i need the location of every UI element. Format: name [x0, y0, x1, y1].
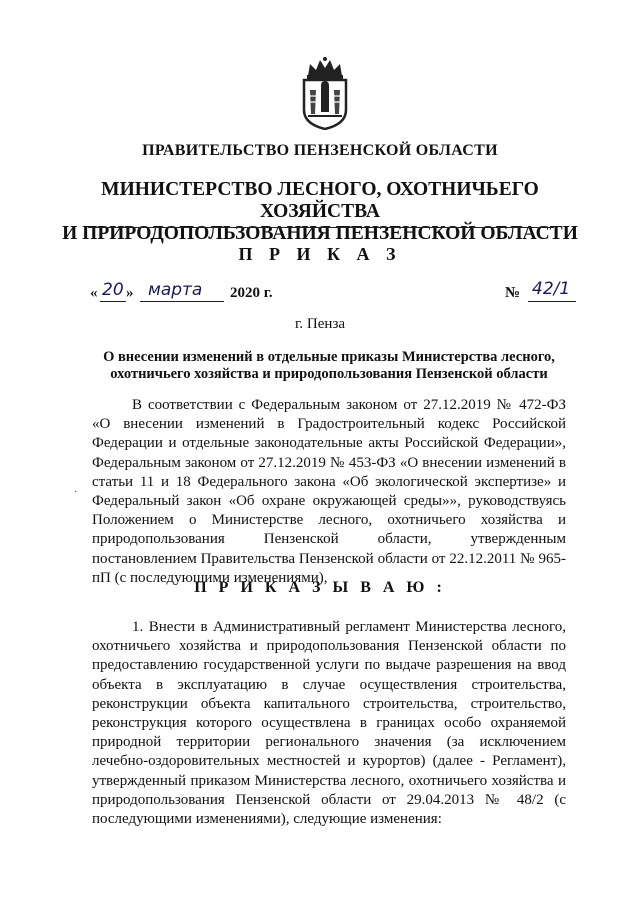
date-month-handwritten: марта	[148, 280, 203, 300]
date-close-quote: »	[126, 285, 134, 301]
number-sign: №	[505, 285, 521, 301]
header-divider	[88, 227, 554, 228]
margin-dot: ·	[74, 487, 78, 498]
order-subject: О внесении изменений в отдельные приказы Министерства лесного, охотничьего хозяйства и природопользования Пензенской области	[103, 349, 555, 382]
order-number-underline	[528, 301, 576, 302]
date-number-row	[90, 279, 590, 307]
document-type: П Р И К А З	[238, 244, 402, 264]
ministry-title-line1: МИНИСТЕРСТВО ЛЕСНОГО, ОХОТНИЧЬЕГО ХОЗЯЙСТВА	[101, 179, 539, 222]
ministry-title	[60, 179, 580, 245]
date-day-underline	[100, 301, 126, 302]
date-open-quote: «	[90, 285, 98, 301]
date-month-underline	[140, 301, 224, 302]
order-number-handwritten: 42/1	[532, 279, 571, 299]
ministry-title-line2: И ПРИРОДОПОЛЬЗОВАНИЯ ПЕНЗЕНСКОЙ ОБЛАСТИ	[62, 223, 578, 244]
government-title: ПРАВИТЕЛЬСТВО ПЕНЗЕНСКОЙ ОБЛАСТИ	[142, 142, 498, 159]
penza-coat-of-arms-icon	[298, 56, 352, 130]
date-year: 2020 г.	[230, 285, 273, 301]
item-1-paragraph: 1. Внести в Административный регламент Министерства лесного, охотничьего хозяйства и природопользования Пензенской области по предоставлению государственной услуги по выдаче разрешения на ввод объекта в эксплуатацию в случае осуществления строительства, реконструкции объекта капитального строительства, строительство, реконструкция которого осуществлена в границах особо охраняемой природной территории регионального значения (за исключением лечебно-оздоровительных местностей и курортов) (далее - Регламент), утвержденный приказом Министерства лесного, охотничьего хозяйства и природопользования Пензенской области от 29.04.2013 № 48/2 (с последующими изменениями), следующие изменения:	[92, 619, 566, 828]
date-day-handwritten: 20	[102, 280, 124, 300]
city: г. Пенза	[294, 316, 346, 332]
preamble-paragraph: В соответствии с Федеральным законом от 27.12.2019 № 472-ФЗ «О внесении изменений в Градостроительный кодекс Российской Федерации и отдельные законодательные акты Российской Федерации», Федеральным законом от 27.12.2019 № 453-ФЗ «О внесении изменений в статьи 11 и 18 Федерального закона «Об экологической экспертизе» и Федеральный закон «Об охране окружающей среды»», руководствуясь Положением о Министерстве лесного, охотничьего хозяйства и природопользования Пензенской области, утвержденным постановлением Правительства Пензенской области от 22.12.2011 № 965-пП (с последующими изменениями),	[92, 397, 566, 586]
order-word: П Р И К А З Ы В А Ю :	[194, 579, 446, 596]
